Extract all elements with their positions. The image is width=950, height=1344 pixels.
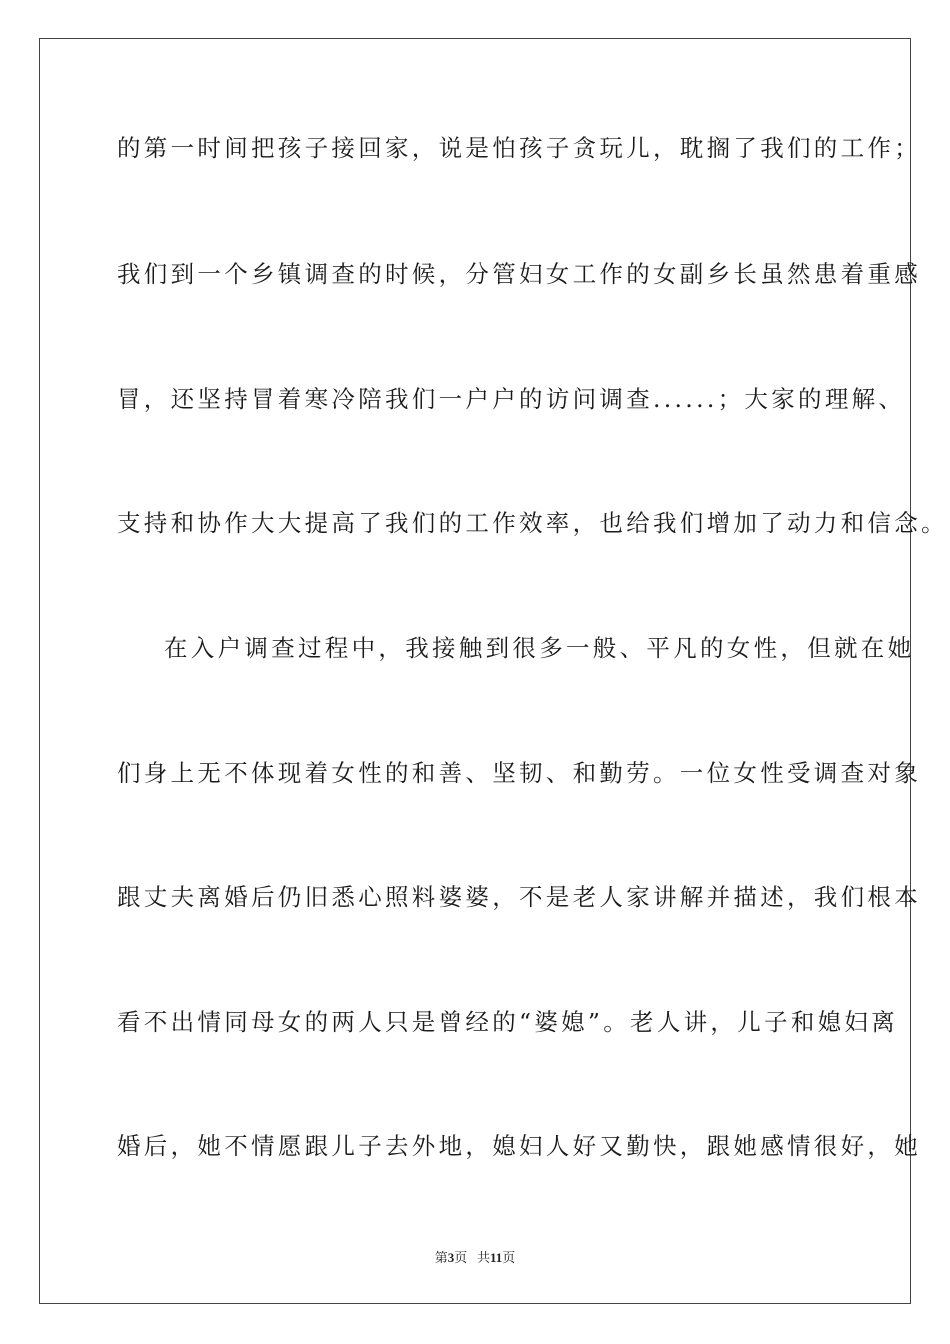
- text-line: 的第一时间把孩子接回家，说是怕孩子贪玩儿，耽搁了我们的工作；: [117, 134, 921, 162]
- page-footer: [0, 1247, 950, 1266]
- paragraph-first-line: 在入户调查过程中，我接触到很多一般、平凡的女性，但就在她: [164, 634, 915, 662]
- text-line: 婚后，她不情愿跟儿子去外地，媳妇人好又勤快，跟她感情很好，她: [117, 1132, 921, 1160]
- text-line: 看不出情同母女的两人只是曾经的“婆媳”。老人讲，儿子和媳妇离: [117, 1008, 899, 1036]
- page-total: 共11页: [476, 1250, 516, 1265]
- text-line: 跟丈夫离婚后仍旧悉心照料婆婆，不是老人家讲解并描述，我们根本: [117, 883, 921, 911]
- text-line: 们身上无不体现着女性的和善、坚韧、和勤劳。一位女性受调查对象: [117, 759, 921, 787]
- page-border: [39, 38, 948, 1304]
- text-line: 我们到一个乡镇调查的时候，分管妇女工作的女副乡长虽然患着重感: [117, 260, 921, 288]
- page-number: 第3页: [434, 1250, 468, 1265]
- text-line: 支持和协作大大提高了我们的工作效率，也给我们增加了动力和信念。: [117, 509, 948, 537]
- text-line: 冒，还坚持冒着寒冷陪我们一户户的访问调查......；大家的理解、: [117, 385, 906, 413]
